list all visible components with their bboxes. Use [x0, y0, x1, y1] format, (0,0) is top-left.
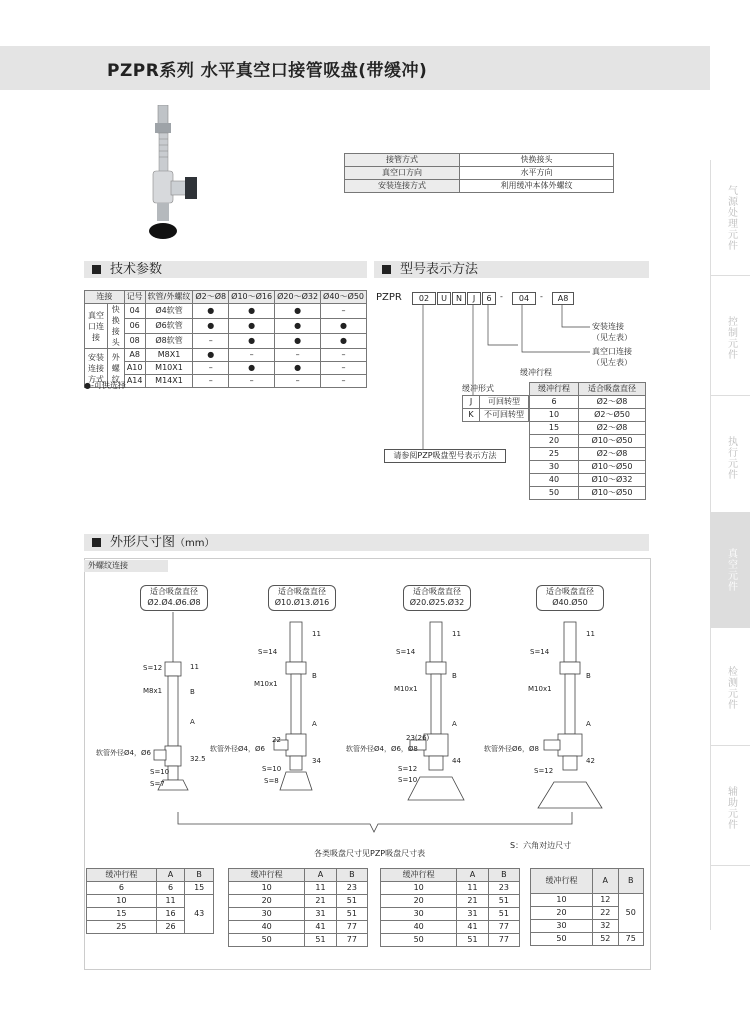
d3-s12: S=12 — [398, 765, 418, 773]
d1-s12: S=12 — [143, 664, 163, 672]
fit-box-3: 适合吸盘直径 Ø20.Ø25.Ø32 — [403, 585, 471, 611]
model-prefix: PZPR — [376, 292, 402, 303]
d2-22: 22 — [272, 736, 281, 744]
d3-11: 11 — [452, 630, 461, 638]
section-dims: 外形尺寸图（mm） — [84, 534, 649, 551]
d2-a: A — [312, 720, 317, 728]
dim-table-2: 缓冲行程 A B 10 11 23 20 21 51 30 31 51 40 41 77 50 51 77 — [228, 868, 368, 947]
d3-s14: S=14 — [396, 648, 416, 656]
code-n: N — [452, 292, 466, 305]
code-u: U — [437, 292, 451, 305]
product-photo — [135, 105, 215, 255]
code-dash-2: - — [540, 292, 543, 301]
ref-label: 请参阅PZP吸盘型号表示方法 — [384, 449, 506, 463]
dim-table-4: 缓冲行程 A B 10 12 50 20 22 30 32 50 52 75 — [530, 868, 644, 946]
d4-s14: S=14 — [530, 648, 550, 656]
fit-box-2: 适合吸盘直径 Ø10.Ø13.Ø16 — [268, 585, 336, 611]
d4-b: B — [586, 672, 591, 680]
d1-hose: 软管外径Ø4，Ø6 — [96, 749, 151, 757]
d4-hose: 软管外径Ø6，Ø8 — [484, 745, 539, 753]
form-label: 缓冲形式 — [462, 384, 494, 393]
d2-hose: 软管外径Ø4，Ø6 — [210, 745, 265, 753]
d2-s8: S=8 — [264, 777, 279, 785]
d2-thread: M10x1 — [254, 680, 278, 688]
dim-table-1: 缓冲行程 A B 6 6 15 10 11 43 15 16 25 26 — [86, 868, 214, 934]
hex-note: S：六角对边尺寸 — [510, 841, 572, 850]
d4-total: 42 — [586, 757, 595, 765]
form-table: J 可回转型 K 不可回转型 — [462, 395, 529, 422]
d2-b: B — [312, 672, 317, 680]
stroke-table: 缓冲行程 适合吸盘直径 6 Ø2～Ø8 10 Ø2～Ø50 15 Ø2～Ø8 20 Ø10～Ø50 25 Ø2～Ø8 30 Ø10～Ø50 40 Ø10～Ø32 50 Ø10～Ø50 — [529, 382, 646, 500]
code-vac: 04 — [512, 292, 536, 305]
mount-label: 安装连接 — [592, 322, 624, 331]
d1-a: A — [190, 718, 195, 726]
pzp-note: 各类吸盘尺寸见PZP吸盘尺寸表 — [314, 849, 426, 858]
d3-2326: 23(26) — [406, 734, 430, 742]
d4-11: 11 — [586, 630, 595, 638]
code-dash-1: - — [500, 292, 503, 301]
stroke-label: 缓冲行程 — [520, 368, 552, 377]
d1-11: 11 — [190, 663, 199, 671]
d1-s7: S=7 — [150, 780, 165, 788]
sidebar-item-actuator[interactable]: 执行元件 — [711, 400, 750, 516]
category-sidebar — [710, 160, 750, 930]
sidebar-item-detect[interactable]: 检测元件 — [711, 630, 750, 746]
d2-s14: S=14 — [258, 648, 278, 656]
sidebar-item-vacuum[interactable]: 真空元件 — [711, 512, 750, 628]
d3-s10: S=10 — [398, 776, 418, 784]
code-mount: A8 — [552, 292, 574, 305]
fit-box-4: 适合吸盘直径 Ø40.Ø50 — [536, 585, 604, 611]
fit-box-1: 适合吸盘直径 Ø2.Ø4.Ø6.Ø8 — [140, 585, 208, 611]
d1-total: 32.5 — [190, 755, 206, 763]
spec-table: 接管方式 快换接头 真空口方向 水平方向 安装连接方式 利用缓冲本体外螺纹 — [344, 153, 614, 193]
d3-thread: M10x1 — [394, 685, 418, 693]
sidebar-item-control[interactable]: 控制元件 — [711, 280, 750, 396]
tech-note: ●-可供选择 — [84, 381, 126, 390]
d4-thread: M10x1 — [528, 685, 552, 693]
d3-total: 44 — [452, 757, 461, 765]
code-size: 02 — [412, 292, 436, 305]
section-tech: 技术参数 — [84, 261, 367, 278]
section-model: 型号表示方法 — [374, 261, 649, 278]
d1-b: B — [190, 688, 195, 696]
d2-s10: S=10 — [262, 765, 282, 773]
d4-a: A — [586, 720, 591, 728]
d3-b: B — [452, 672, 457, 680]
d4-s12: S=12 — [534, 767, 554, 775]
sidebar-item-aux[interactable]: 辅助元件 — [711, 750, 750, 866]
dim-table-3: 缓冲行程 A B 10 11 23 20 21 51 30 31 51 40 41 77 50 51 77 — [380, 868, 520, 947]
dimension-drawings — [140, 612, 620, 842]
code-form: J — [467, 292, 481, 305]
d2-total: 34 — [312, 757, 321, 765]
page-title: PZPR系列 水平真空口接管吸盘(带缓冲) — [107, 61, 428, 81]
d1-s10: S=10 — [150, 768, 170, 776]
dims-tag: 外螺纹连接 — [84, 560, 168, 572]
sidebar-item-air[interactable]: 气源处理元件 — [711, 160, 750, 276]
tech-table: 连接 记号 软管/外螺纹 Ø2～Ø8 Ø10～Ø16 Ø20～Ø32 Ø40～Ø50 真空口连接 快换接头 04 Ø4软管 ● ● ● – 06 Ø6软管 ● ● ● ● 08 Ø8软管 – ● ● ● 安装连接方式 外螺纹 A8 M8X1 ● – – – A10 M10X1 – ● ● – A14 M14X1 – – – – — [84, 290, 367, 388]
d1-thread: M8x1 — [143, 687, 163, 695]
code-stroke: 6 — [482, 292, 496, 305]
d3-a: A — [452, 720, 457, 728]
d3-hose: 软管外径Ø4，Ø6，Ø8 — [346, 745, 418, 753]
d2-11: 11 — [312, 630, 321, 638]
vac-label: 真空口连接 — [592, 347, 632, 356]
